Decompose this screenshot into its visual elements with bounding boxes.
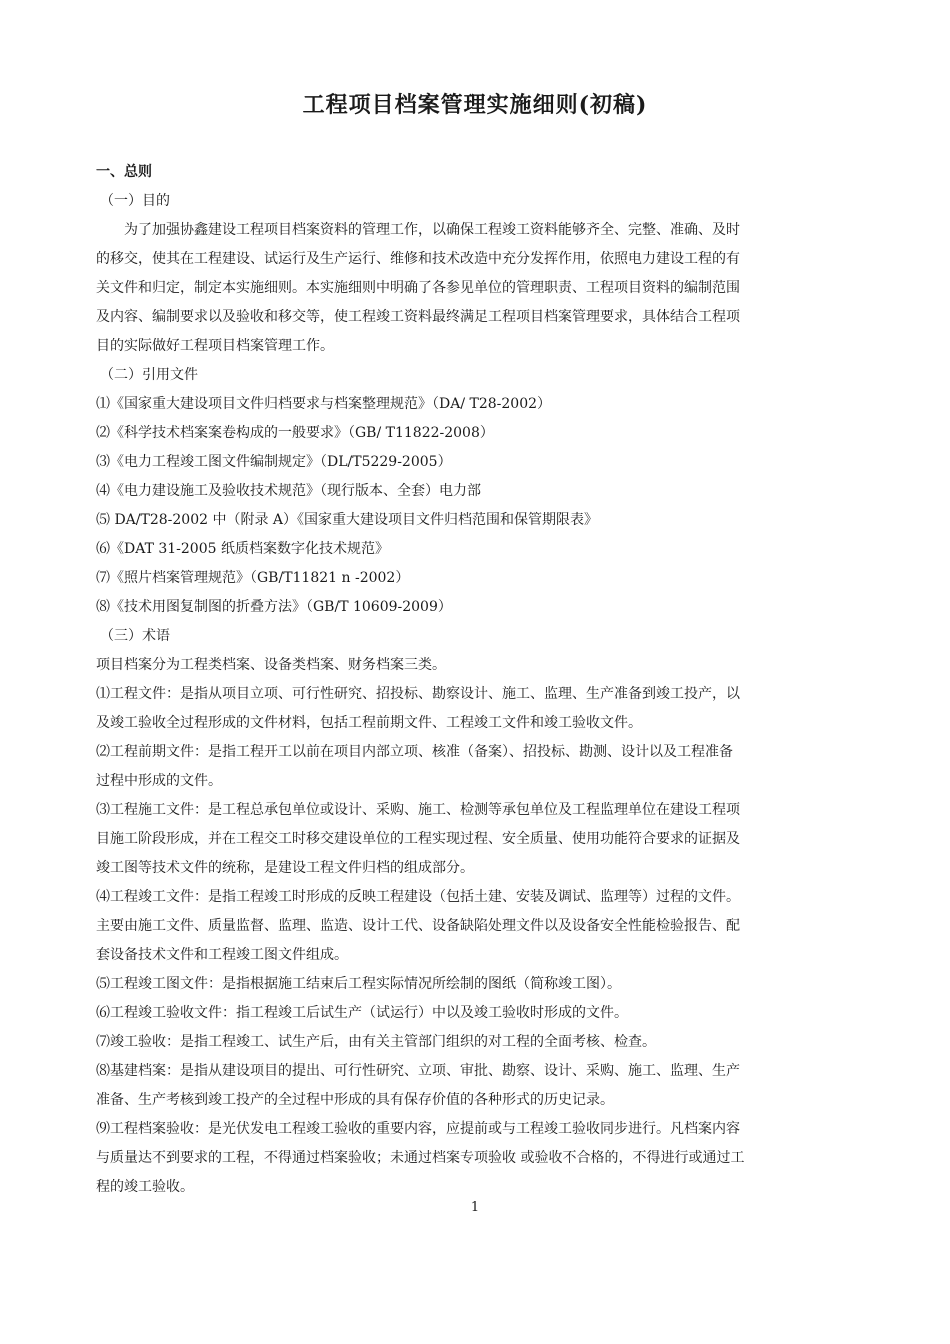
term-item <box>96 883 876 970</box>
term-line: ⑻基建档案：是指从建设项目的提出、可行性研究、立项、审批、勘察、设计、采购、施工、监理、生产 <box>96 1063 740 1079</box>
term-line: ⑸工程竣工图文件：是指根据施工结束后工程实际情况所绘制的图纸（简称竣工图）。 <box>96 976 621 992</box>
reference-item: ⑴《国家重大建设项目文件归档要求与档案整理规范》（DA/ T28-2002） <box>96 396 552 412</box>
reference-item: ⑶《电力工程竣工图文件编制规定》（DL/T5229-2005） <box>96 454 452 470</box>
reference-item: ⑺《照片档案管理规范》（GB/T11821 n -2002） <box>96 570 410 586</box>
term-line: 竣工图等技术文件的统称，是建设工程文件归档的组成部分。 <box>96 860 474 876</box>
paragraph-line: 目的实际做好工程项目档案管理工作。 <box>96 338 334 354</box>
subsection-heading-purpose: （一）目的 <box>100 193 170 209</box>
reference-item: ⑸ DA/T28-2002 中（附录 A）《国家重大建设项目文件归档范围和保管期限表》 <box>96 512 599 528</box>
term-item <box>96 796 876 883</box>
term-line: ⑴工程文件：是指从项目立项、可行性研究、招投标、勘察设计、施工、监理、生产准备到竣工投产，以 <box>96 686 740 702</box>
subsection-heading-terms: （三）术语 <box>100 628 170 644</box>
term-line: ⑶工程施工文件：是工程总承包单位或设计、采购、施工、检测等承包单位及工程监理单位在建设工程项 <box>96 802 740 818</box>
reference-item: ⑻《技术用图复制图的折叠方法》（GB/T 10609-2009） <box>96 599 452 615</box>
term-line: 过程中形成的文件。 <box>96 773 222 789</box>
term-item <box>96 680 876 738</box>
term-item <box>96 1028 876 1057</box>
paragraph-line: 及内容、编制要求以及验收和移交等，使工程竣工资料最终满足工程项目档案管理要求，具体结合工程项 <box>96 309 740 325</box>
term-line: 与质量达不到要求的工程，不得通过档案验收；未通过档案专项验收 或验收不合格的，不得进行或通过工 <box>96 1150 745 1166</box>
term-line: 及竣工验收全过程形成的文件材料，包括工程前期文件、工程竣工文件和竣工验收文件。 <box>96 715 642 731</box>
term-line: 主要由施工文件、质量监督、监理、监造、设计工代、设备缺陷处理文件以及设备安全性能检验报告、配 <box>96 918 740 934</box>
reference-item: ⑵《科学技术档案案卷构成的一般要求》（GB/ T11822-2008） <box>96 425 494 441</box>
subsection-heading-references: （二）引用文件 <box>100 367 198 383</box>
term-item <box>96 1115 876 1202</box>
term-item <box>96 970 876 999</box>
paragraph-line: 为了加强协鑫建设工程项目档案资料的管理工作，以确保工程竣工资料能够齐全、完整、准确、及时 <box>124 222 740 238</box>
term-item <box>96 738 876 796</box>
term-line: 套设备技术文件和工程竣工图文件组成。 <box>96 947 348 963</box>
section-heading-general: 一、总则 <box>96 164 152 180</box>
term-item <box>96 1057 876 1115</box>
purpose-paragraph <box>96 216 876 361</box>
document-title: 工程项目档案管理实施细则(初稿) <box>302 92 648 118</box>
reference-item: ⑹《DAT 31-2005 纸质档案数字化技术规范》 <box>96 541 389 557</box>
page-number: 1 <box>470 1200 480 1215</box>
paragraph-line: 的移交，使其在工程建设、试运行及生产运行、维修和技术改造中充分发挥作用，依照电力建设工程的有 <box>96 251 740 267</box>
document-body <box>96 158 876 1202</box>
term-line: ⑷工程竣工文件：是指工程竣工时形成的反映工程建设（包括土建、安装及调试、监理等）过程的文件。 <box>96 889 740 905</box>
term-line: ⑵工程前期文件：是指工程开工以前在项目内部立项、核准（备案）、招投标、勘测、设计以及工程准备 <box>96 744 733 760</box>
reference-item: ⑷《电力建设施工及验收技术规范》（现行版本、全套）电力部 <box>96 483 481 499</box>
reference-list <box>96 390 876 622</box>
term-line: ⑺竣工验收：是指工程竣工、试生产后，由有关主管部门组织的对工程的全面考核、检查。 <box>96 1034 656 1050</box>
term-line: 目施工阶段形成，并在工程交工时移交建设单位的工程实现过程、安全质量、使用功能符合要求的证据及 <box>96 831 740 847</box>
term-item <box>96 999 876 1028</box>
term-line: ⑹工程竣工验收文件：指工程竣工后试生产（试运行）中以及竣工验收时形成的文件。 <box>96 1005 628 1021</box>
term-line: 程的竣工验收。 <box>96 1179 194 1195</box>
paragraph-line: 关文件和归定，制定本实施细则。本实施细则中明确了各参见单位的管理职责、工程项目资料的编制范围 <box>96 280 740 296</box>
term-line: 准备、生产考核到竣工投产的全过程中形成的具有保存价值的各种形式的历史记录。 <box>96 1092 614 1108</box>
terms-intro: 项目档案分为工程类档案、设备类档案、财务档案三类。 <box>96 657 446 673</box>
term-line: ⑼工程档案验收：是光伏发电工程竣工验收的重要内容，应提前或与工程竣工验收同步进行。凡档案内容 <box>96 1121 740 1137</box>
